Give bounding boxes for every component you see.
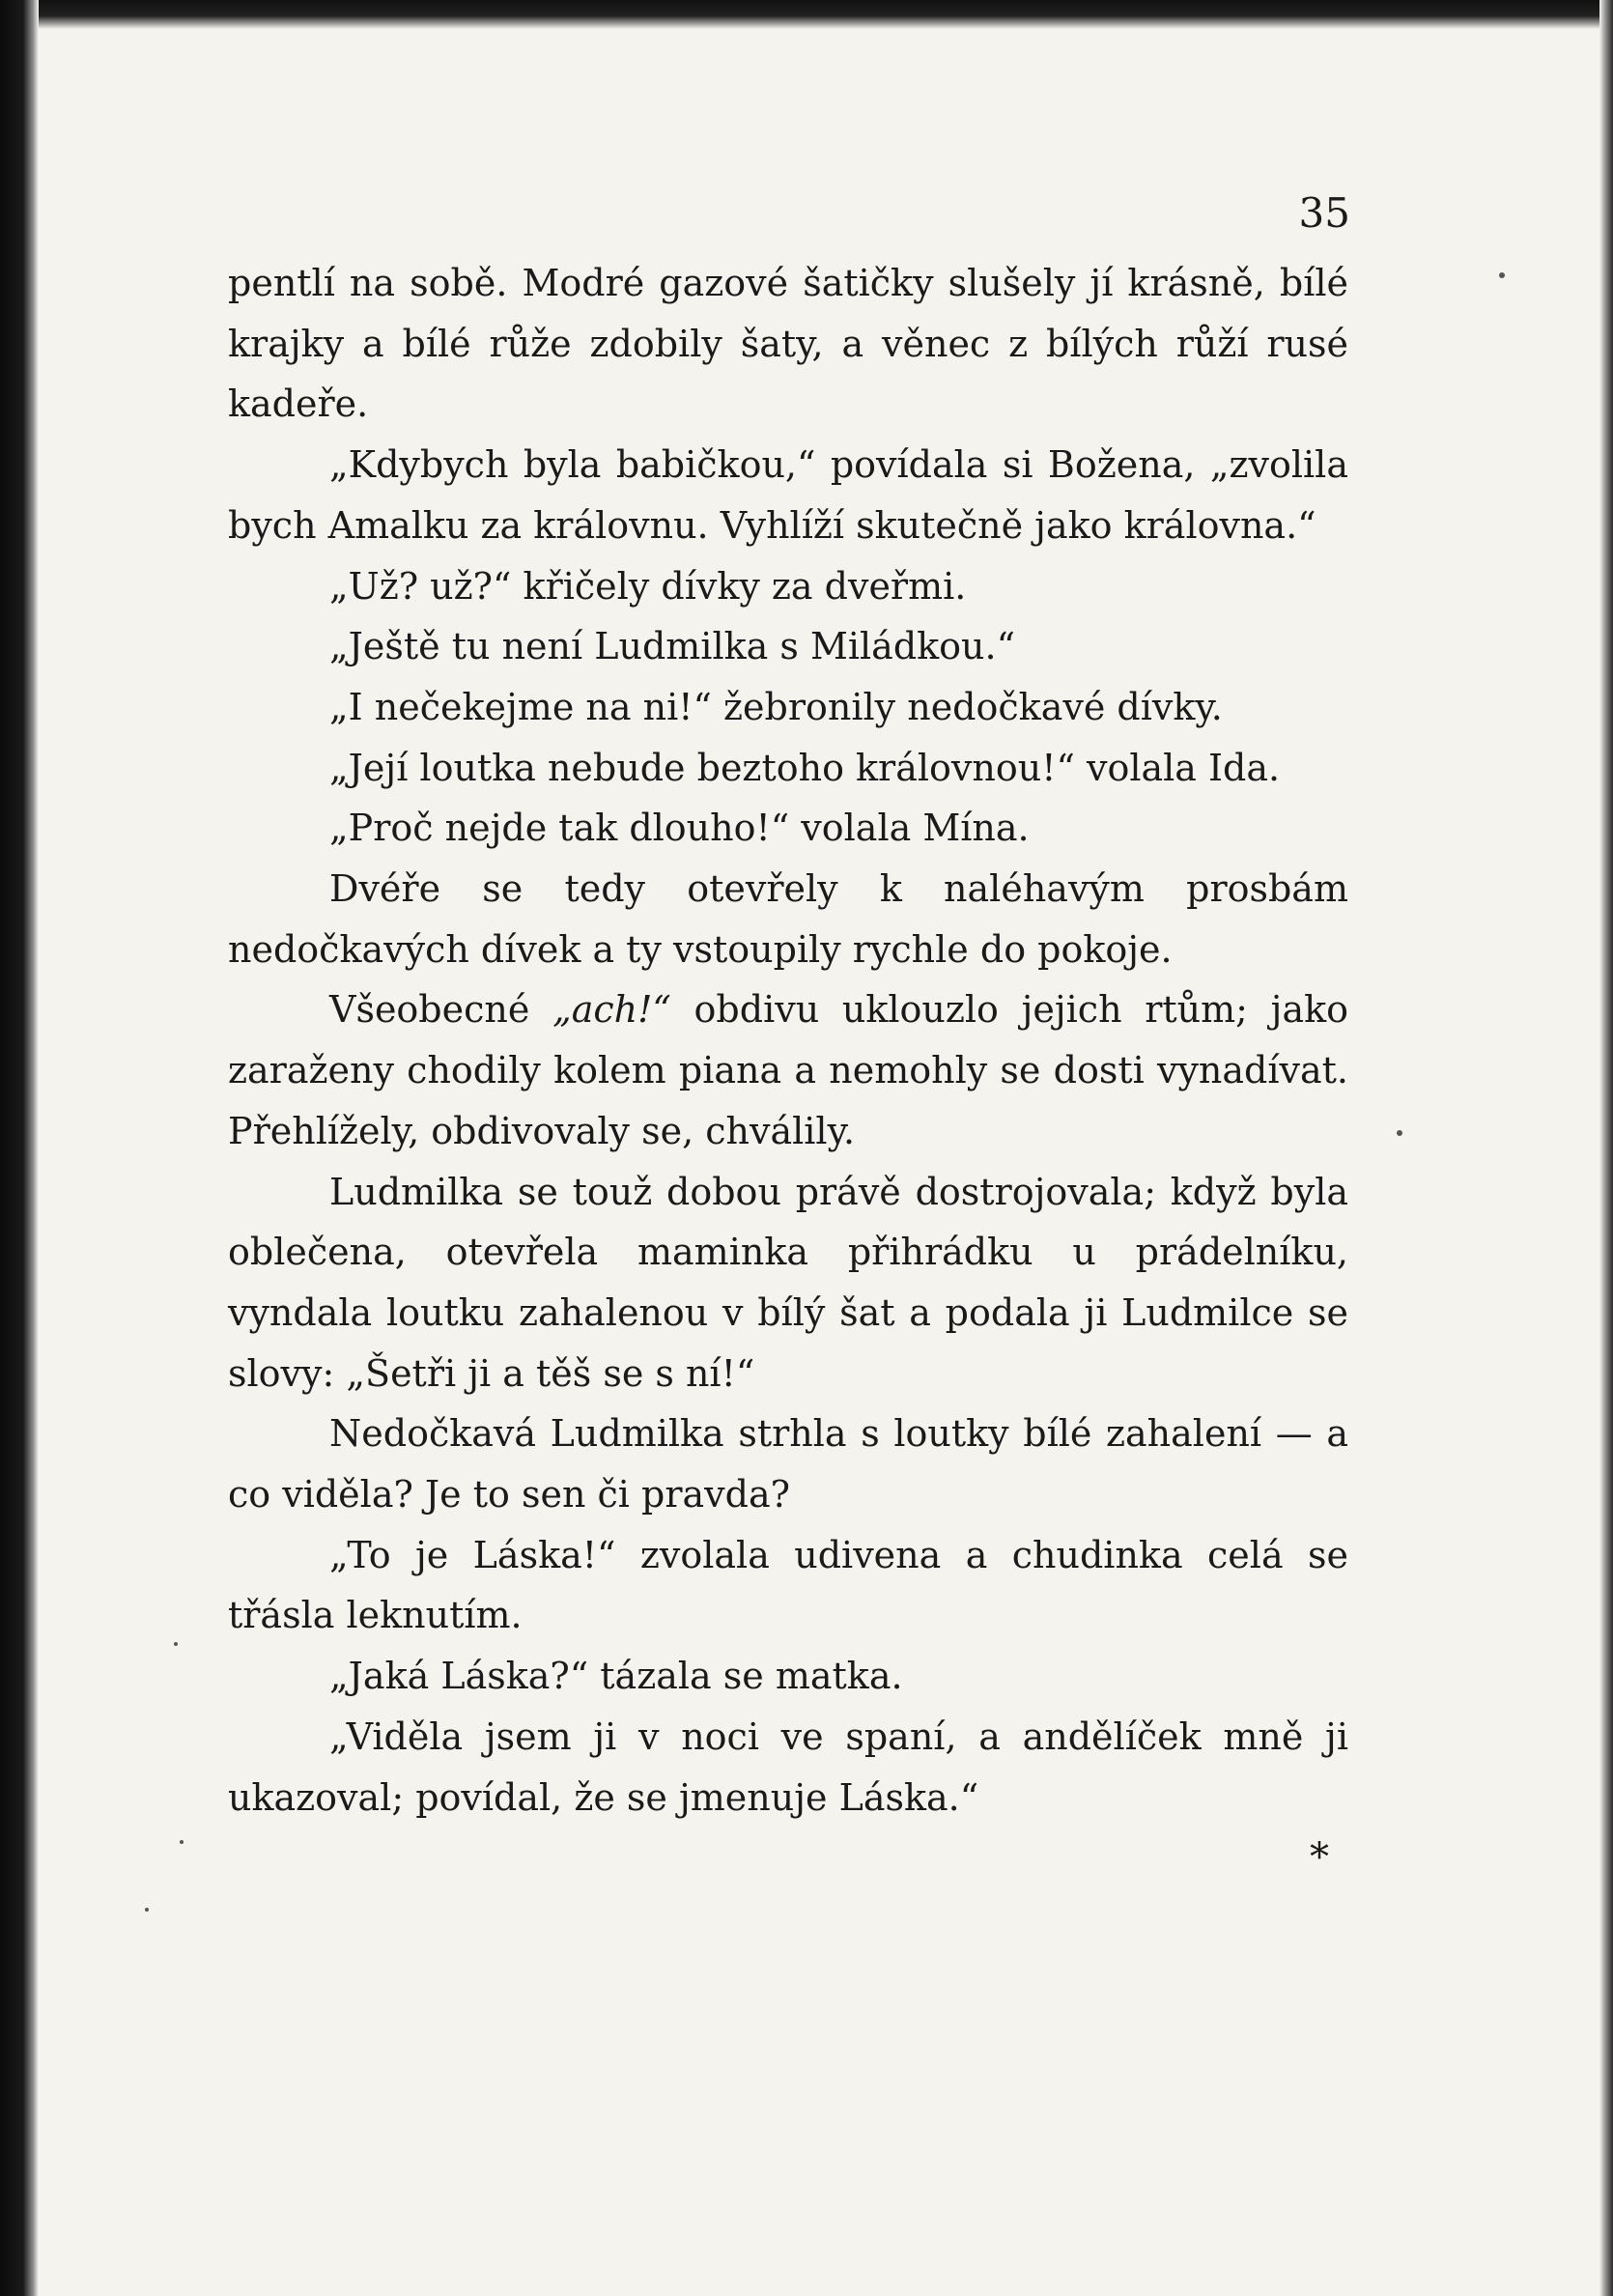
paragraph-11: Nedočkavá Ludmilka strhla s loutky bílé zahalení — a co viděla? Je to sen či pravda? bbox=[228, 1412, 1348, 1516]
paragraph-8: Dvéře se tedy otevřely k naléhavým prosbám nedočkavých dívek a ty vstoupily rychle do pokoje. bbox=[228, 867, 1348, 971]
paragraph-3: „Už? už?“ křičely dívky za dveřmi. bbox=[329, 564, 967, 608]
section-end-asterisk: * bbox=[1310, 1835, 1329, 1881]
paragraph-7: „Proč nejde tak dlouho!“ volala Mína. bbox=[329, 807, 1030, 850]
paragraph-5: „I nečekejme na ni!“ žebronily nedočkavé dívky. bbox=[329, 685, 1223, 728]
paragraph-14: „Viděla jsem ji v noci ve spaní, a andělíček mně ji ukazoval; povídal, že se jmenuje Láska.“ bbox=[228, 1715, 1348, 1819]
scan-border-top bbox=[0, 0, 1613, 29]
page-number: 35 bbox=[1298, 189, 1350, 237]
scan-border-left bbox=[0, 0, 39, 2296]
paragraph-9-end: obdivu uklouzlo jejich rtům; jako zaraženy chodily kolem piana a nemohly se dosti vynadívat. Přehlížely, obdivovaly se, chválily. bbox=[228, 988, 1349, 1152]
scan-speck bbox=[1499, 272, 1505, 278]
body-text bbox=[228, 253, 1348, 1888]
scan-speck bbox=[1397, 1130, 1402, 1136]
paragraph-6: „Její loutka nebude beztoho královnou!“ volala Ida. bbox=[329, 746, 1281, 789]
scan-speck bbox=[145, 1908, 149, 1912]
paragraph-4: „Ještě tu není Ludmilka s Miládkou.“ bbox=[329, 625, 1016, 668]
scan-border-right bbox=[1599, 0, 1613, 2296]
paragraph-13: „Jaká Láska?“ tázala se matka. bbox=[329, 1655, 903, 1698]
scan-speck bbox=[180, 1840, 184, 1844]
exclamation-ach: „ach!“ bbox=[552, 988, 671, 1032]
paragraph-12: „To je Láska!“ zvolala udivena a chudinka celá se třásla leknutím. bbox=[228, 1533, 1348, 1637]
paragraph-10: Ludmilka se touž dobou právě dostrojovala; když byla oblečena, otevřela maminka přihrádku u prádelníku, vyndala loutku zahalenou v bílý šat a podala ji Ludmilce se slovy: „Šetři ji a těš se s ní!“ bbox=[228, 1170, 1348, 1395]
paragraph-2: „Kdybych byla babičkou,“ povídala si Božena, „zvolila bych Amalku za královnu. Vyhlíží skutečně jako královna.“ bbox=[228, 443, 1348, 547]
paragraph-9 bbox=[228, 979, 1348, 1161]
scan-speck bbox=[174, 1642, 178, 1646]
paragraph-9-start: Všeobecné bbox=[329, 988, 553, 1032]
paragraph-1: pentlí na sobě. Modré gazové šatičky slušely jí krásně, bílé krajky a bílé růže zdobily šaty, a věnec z bílých růží rusé kadeře. bbox=[228, 262, 1348, 426]
